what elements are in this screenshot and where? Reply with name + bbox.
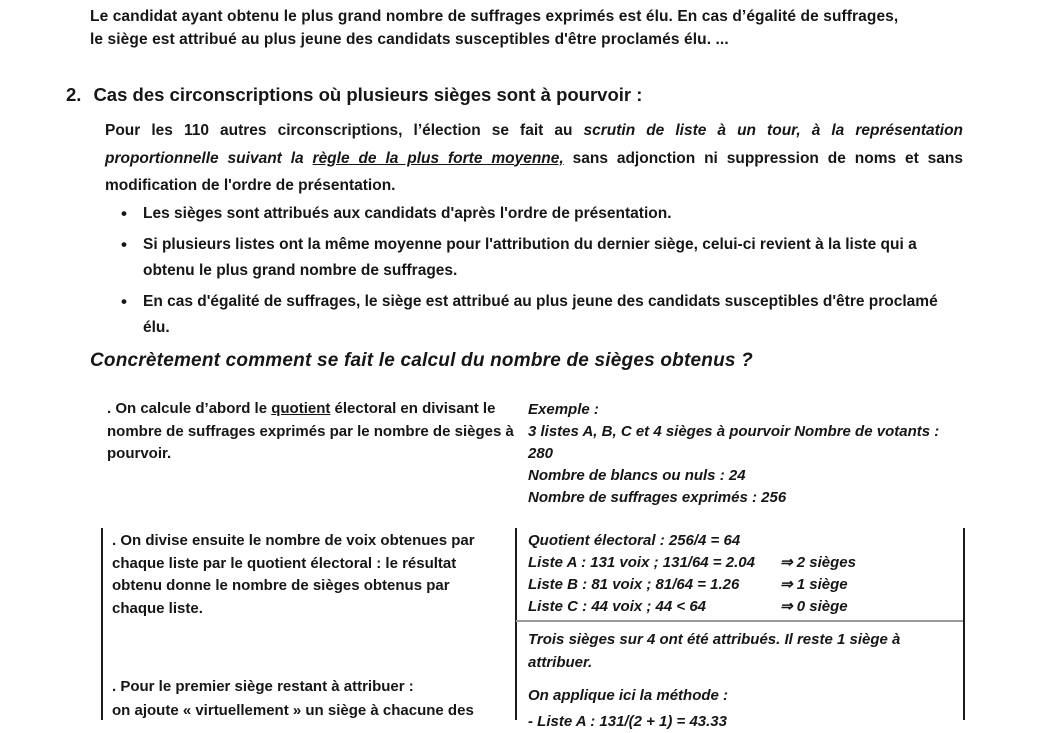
step2-line: . On divise ensuite le nombre de voix obtenues par [112,532,475,549]
bullet-item: • Si plusieurs listes ont la même moyenne pour l'attribution du dernier siège, celui-ci revient à la liste qui a obtenu le plus grand nombre de suffrages. [119,232,947,285]
step2-line: chaque liste par le quotient électoral : le résultat [112,554,457,572]
list-seats: ⇒ 0 siège [780,598,848,615]
quotient-line: Quotient électoral : 256/4 = 64 [528,532,741,549]
calculation-block [528,530,960,618]
list-formula: Liste B : 81 voix ; 81/64 = 1.26 [528,576,740,593]
bullet-item: • Les sièges sont attribués aux candidats d'après l'ordre de présentation. [119,201,947,228]
example-line: Nombre de suffrages exprimés : 256 [528,489,787,506]
method-block [528,685,960,733]
list-formula: Liste C : 44 voix ; 44 < 64 [528,598,707,615]
step1-post: électoral en divisant le nombre de suffrages exprimés par le nombre de sièges à pourvoir. [107,400,514,462]
table-left-border [101,528,103,720]
paragraph-underlined-rule: règle de la plus forte moyenne, [312,149,564,167]
step1-text [107,398,523,466]
example-line: 3 listes A, B, C et 4 sièges à pourvoir Nombre de votants : [528,423,940,440]
seats-note [528,628,958,674]
list-result-row [528,596,960,618]
step2-line: chaque liste. [112,599,203,617]
step2-text [112,530,508,620]
method-intro: On applique ici la méthode : [528,687,729,704]
method-partial-line: - Liste A : 131/(2 + 1) = 43.33 [528,713,727,730]
list-seats: ⇒ 1 siège [780,576,848,593]
example-label: Exemple : [528,401,599,418]
list-result-row [528,552,960,574]
step3-line: . Pour le premier siège restant à attribuer : [112,678,414,695]
paragraph-text-2: sans adjonction ni suppression de noms et sans modification de l'ordre de présentation. [105,149,963,194]
list-seats: ⇒ 2 sièges [780,554,856,571]
step1-underlined-word: quotient [271,400,331,417]
list-formula: Liste A : 131 voix ; 131/64 = 2.04 [528,554,755,571]
table-right-border [963,528,965,720]
example-block [528,399,968,509]
question-heading: Concrètement comment se fait le calcul du nombre de sièges obtenus ? [90,350,753,371]
paragraph-text-1: Pour les 110 autres circonscriptions, l’élection se fait au [105,122,584,139]
step1-pre: . On calcule d’abord le [107,400,272,417]
seats-note-line: Trois sièges sur 4 ont été attribués. Il reste 1 siège à [528,631,901,648]
intro-paragraph [90,5,1000,51]
seats-note-line: attribuer. [528,654,593,671]
table-middle-border [515,528,517,720]
step3-text [112,675,512,722]
list-result-row [528,574,960,596]
main-paragraph [105,117,963,200]
bullet-item: • En cas d'égalité de suffrages, le siège est attribué au plus jeune des candidats susceptibles d'être proclamé élu. [119,289,947,342]
bullet-list [119,201,947,346]
example-line: 280 [528,445,554,462]
section-number: 2. [66,84,82,105]
example-line: Nombre de blancs ou nuls : 24 [528,467,746,484]
table-row-separator [516,620,963,622]
intro-line-2: le siège est attribué au plus jeune des candidats susceptibles d'être proclamés élu. ... [90,31,729,48]
intro-line-1: Le candidat ayant obtenu le plus grand nombre de suffrages exprimés est élu. En cas d’égalité de suffrages, [90,8,899,25]
paragraph-italic-text: scrutin de liste à un tour, à la représentation proportionnelle suivant la [105,122,964,167]
section-title: Cas des circonscriptions où plusieurs sièges sont à pourvoir : [93,84,643,105]
step2-line: obtenu donne le nombre de sièges obtenus par [112,577,450,594]
section-heading [66,84,642,106]
step3-line: on ajoute « virtuellement » un siège à chacune des [112,701,474,719]
